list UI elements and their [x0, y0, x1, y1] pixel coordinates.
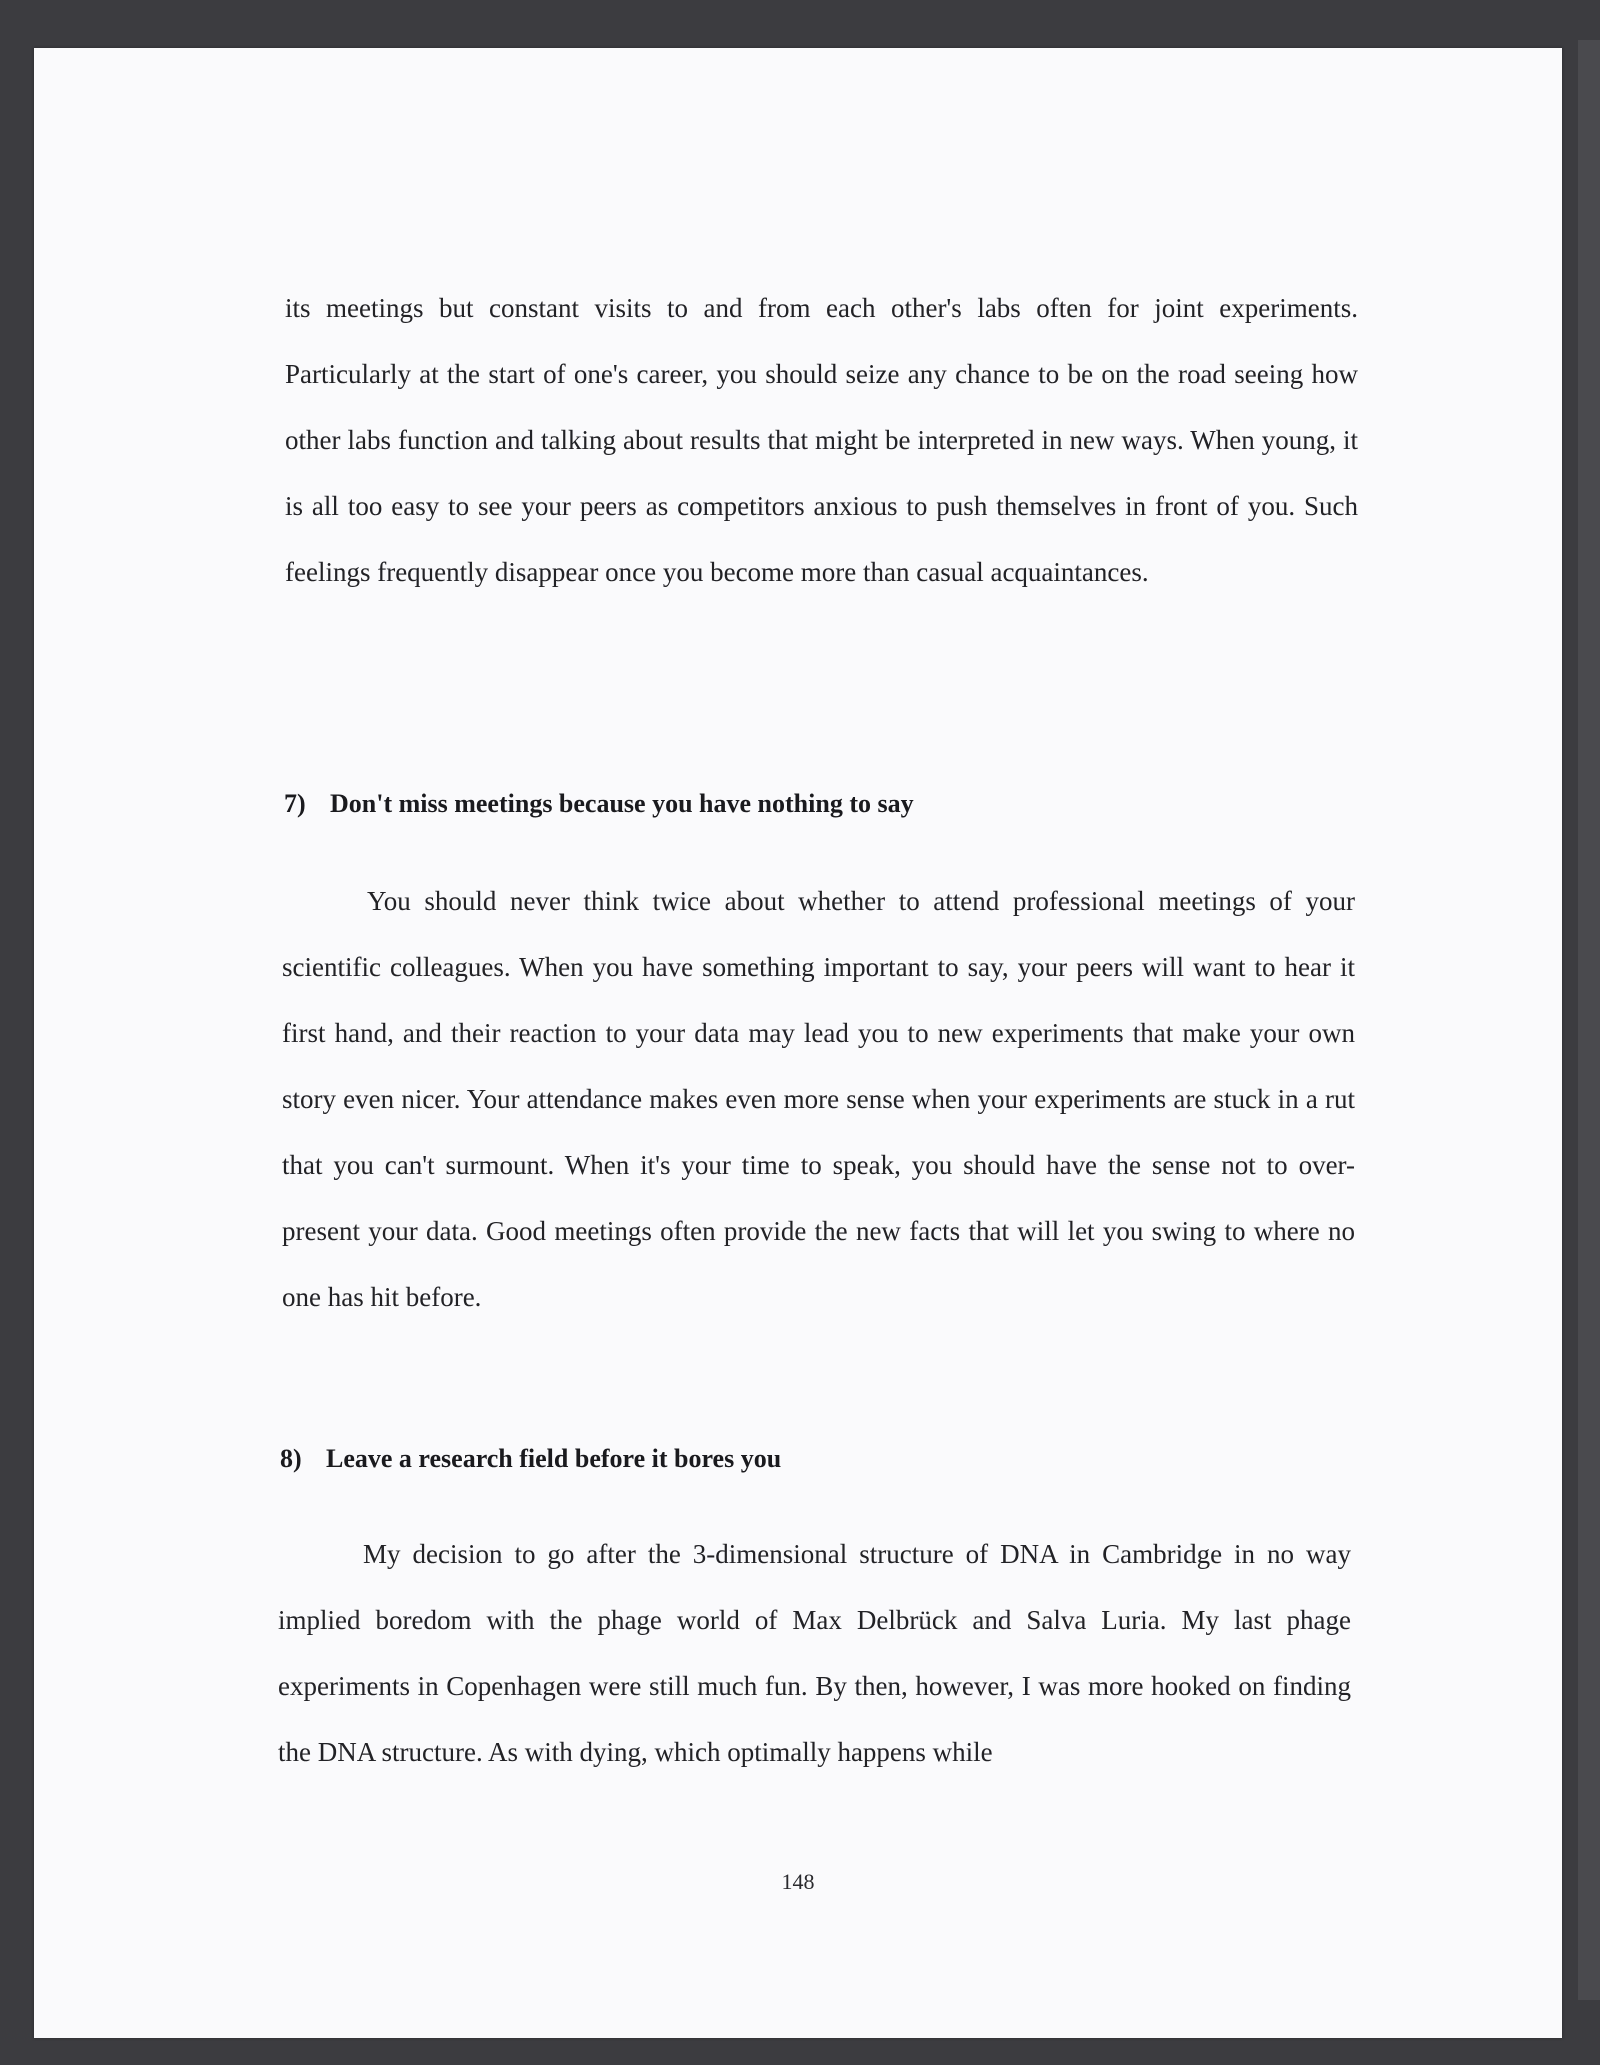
section-7-heading: [284, 784, 1357, 824]
page-edge-shadow: [1578, 40, 1600, 2000]
section-8-heading: [280, 1439, 1353, 1479]
page-number: 148: [781, 1869, 815, 1894]
section-7-text: You should never think twice about whether to attend professional meetings of your scientific colleagues. When you have something important to say, your peers will want to hear it first hand, and their reaction to your data may lead you to new experiments that make your own story even nicer. Your attendance makes even more sense when your experiments are stuck in a rut that you can't surmount. When it's your time to speak, you should have the sense not to over-present your data. Good meetings often provide the new facts that will let you swing to where no one has hit before.: [282, 886, 1355, 1312]
section-8-body: [278, 1521, 1351, 1785]
document-page: [34, 48, 1562, 2038]
paragraph-text: its meetings but constant visits to and from each other's labs often for joint experiments. Particularly at the start of one's career, you should seize any chance to be on the road seeing how other labs function and talking about results that might be interpreted in new ways. When young, it is all too easy to see your peers as competitors anxious to push themselves in front of you. Such feelings frequently disappear once you become more than casual acquaintances.: [285, 293, 1358, 587]
section-7-number: 7): [284, 789, 306, 818]
section-8-text: My decision to go after the 3-dimensional structure of DNA in Cambridge in no way implied boredom with the phage world of Max Delbrück and Salva Luria. My last phage experiments in Copenhagen were still much fun. By then, however, I was more hooked on finding the DNA structure. As with dying, which optimally happens while: [278, 1539, 1351, 1767]
paragraph-continuation: [285, 275, 1358, 605]
section-8-number: 8): [280, 1444, 302, 1473]
section-8-title: Leave a research field before it bores you: [326, 1444, 782, 1473]
section-7-body: [282, 868, 1355, 1330]
section-7-title: Don't miss meetings because you have nothing to say: [330, 789, 914, 818]
